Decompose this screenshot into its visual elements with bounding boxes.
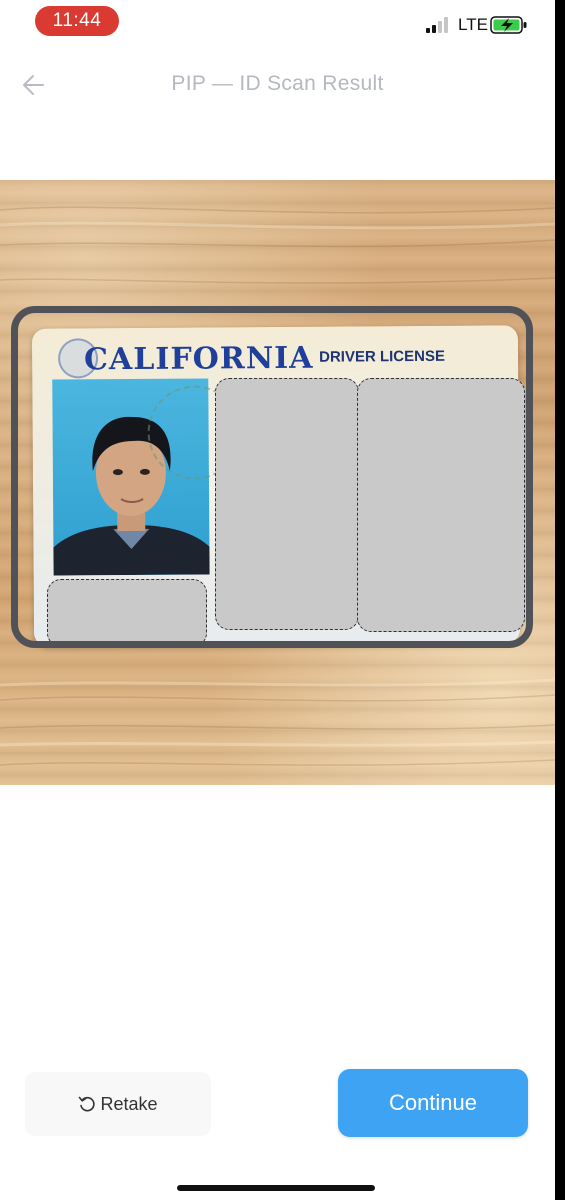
scan-photo bbox=[0, 180, 555, 785]
detection-frame bbox=[11, 306, 533, 648]
rotate-ccw-icon bbox=[78, 1095, 96, 1113]
status-bar bbox=[0, 0, 555, 44]
nav-bar bbox=[0, 55, 555, 115]
carrier-label: LTE bbox=[458, 15, 488, 34]
continue-button[interactable]: Continue bbox=[338, 1069, 528, 1137]
retake-label: Retake bbox=[100, 1093, 158, 1114]
page-title: PIP — ID Scan Result bbox=[171, 72, 384, 95]
card-type: DRIVER LICENSE bbox=[319, 347, 446, 366]
signal-icon bbox=[426, 17, 452, 33]
battery-charging-icon bbox=[490, 15, 528, 35]
home-indicator[interactable] bbox=[177, 1185, 375, 1191]
status-time: 11:44 bbox=[35, 6, 119, 36]
retake-button[interactable] bbox=[25, 1072, 211, 1136]
card-state: CALIFORNIA bbox=[83, 340, 314, 378]
